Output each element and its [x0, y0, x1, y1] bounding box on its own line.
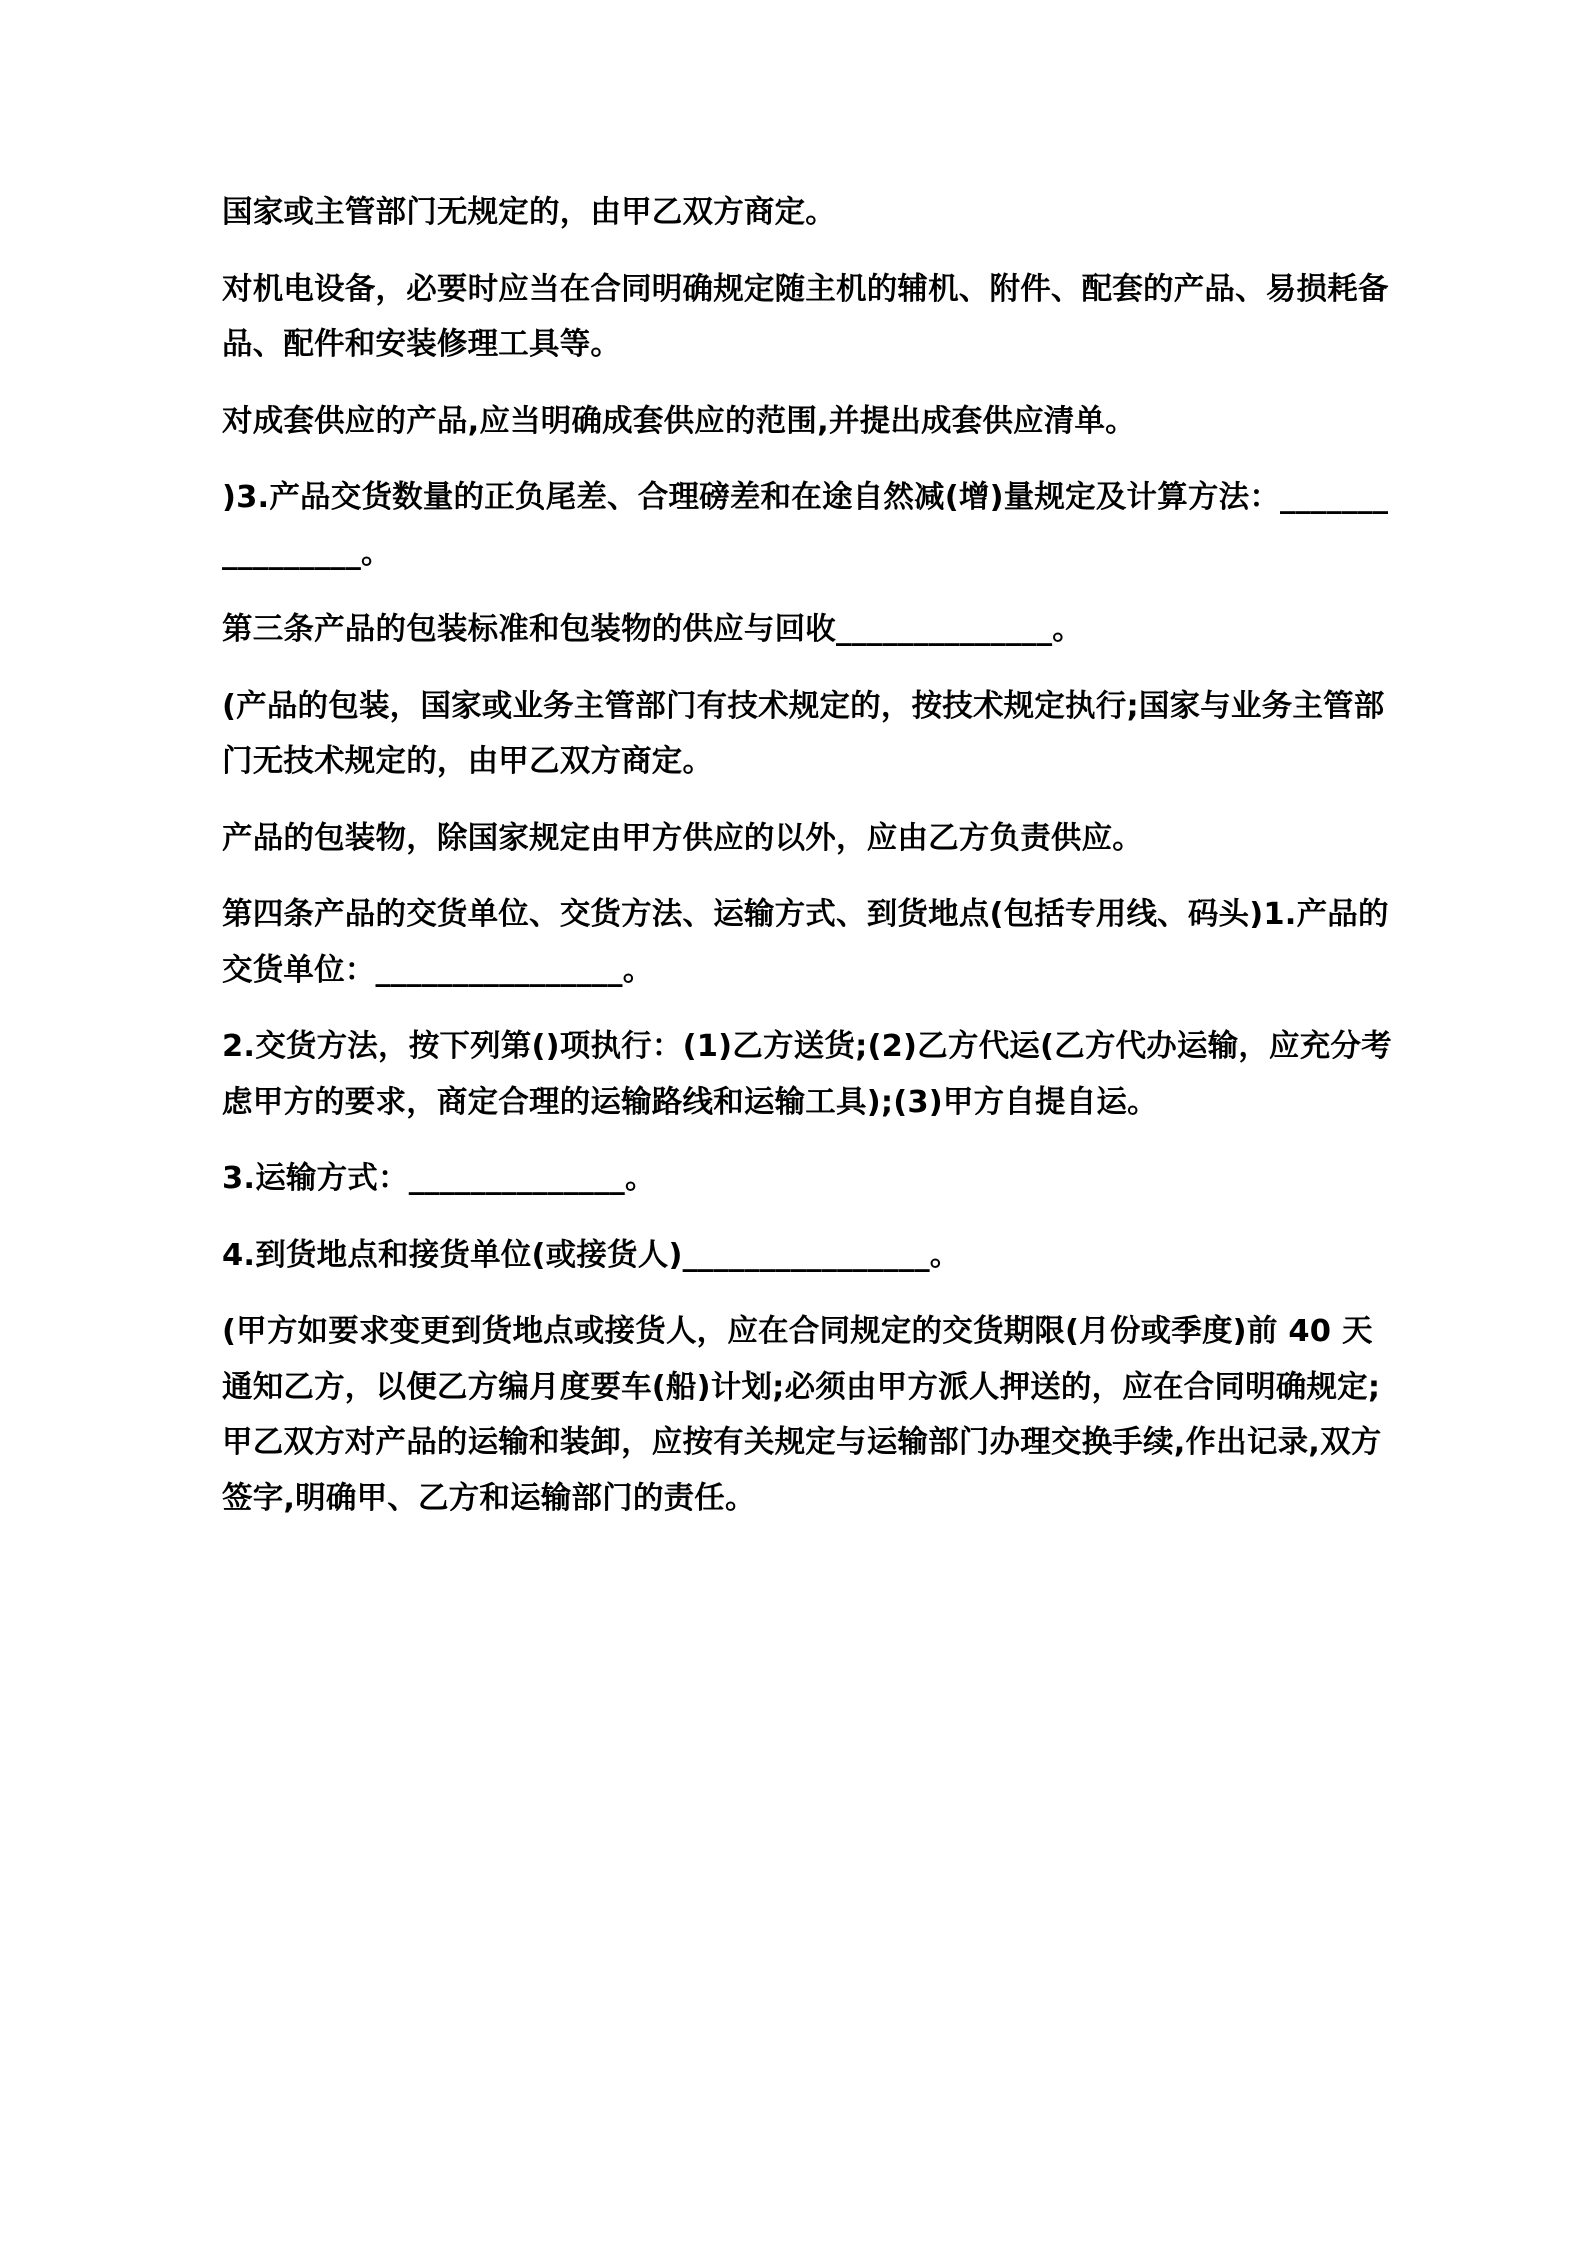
paragraph: 对机电设备，必要时应当在合同明确规定随主机的辅机、附件、配套的产品、易损耗备品、配件和安装修理工具等。 [222, 271, 1389, 362]
paragraph: 第四条产品的交货单位、交货方法、运输方式、到货地点(包括专用线、码头)1.产品的交货单位：________________。 [222, 897, 1389, 988]
paragraph: 第三条产品的包装标准和包装物的供应与回收______________。 [222, 612, 1083, 647]
paragraph: 2.交货方法，按下列第()项执行：(1)乙方送货;(2)乙方代运(乙方代办运输，应充分考虑甲方的要求，商定合理的运输路线和运输工具);(3)甲方自提自运。 [222, 1029, 1392, 1120]
paragraph: (甲方如要求变更到货地点或接货人，应在合同规定的交货期限(月份或季度)前 40 天通知乙方，以便乙方编月度要车(船)计划;必须由甲方派人押送的，应在合同明确规定;甲乙双方对产品的运输和装卸，应按有关规定与运输部门办理交换手续,作出记录,双方签字,明确甲、乙方和运输部门的责任。 [222, 1314, 1382, 1516]
document-body [222, 185, 1396, 1526]
paragraph: 4.到货地点和接货单位(或接货人)________________。 [222, 1237, 961, 1273]
paragraph: 产品的包装物，除国家规定由甲方供应的以外，应由乙方负责供应。 [222, 820, 1143, 856]
paragraph: 对成套供应的产品,应当明确成套供应的范围,并提出成套供应清单。 [222, 403, 1136, 439]
paragraph: )3.产品交货数量的正负尾差、合理磅差和在途自然减(增)量规定及计算方法：________________。 [222, 480, 1389, 571]
paragraph: 3.运输方式：______________。 [222, 1161, 656, 1196]
paragraph: (产品的包装，国家或业务主管部门有技术规定的，按技术规定执行;国家与业务主管部门无技术规定的，由甲乙双方商定。 [222, 688, 1385, 779]
paragraph: 国家或主管部门无规定的，由甲乙双方商定。 [222, 195, 836, 230]
